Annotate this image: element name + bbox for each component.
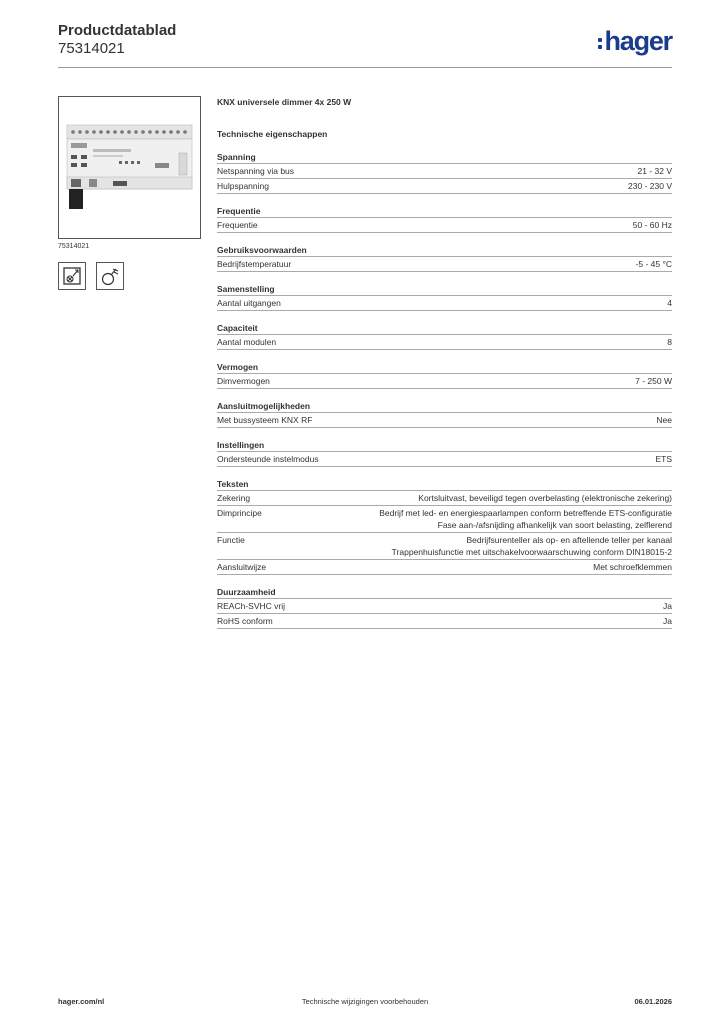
- spec-row: [217, 491, 672, 506]
- spec-group-title: Aansluitmogelijkheden: [217, 400, 672, 413]
- spec-group-title: Spanning: [217, 151, 672, 164]
- spec-group: [217, 244, 672, 272]
- spec-value-line: -5 - 45 °C: [635, 259, 672, 269]
- spec-row: [217, 335, 672, 350]
- spec-group-title: Samenstelling: [217, 283, 672, 296]
- logo-dots-icon: [598, 38, 602, 49]
- knx-dimmer-device-icon: [59, 97, 200, 238]
- footer-date: 06.01.2026: [634, 997, 672, 1006]
- spec-row: [217, 179, 672, 194]
- spec-group-title: Duurzaamheid: [217, 586, 672, 599]
- spec-group-title: Frequentie: [217, 205, 672, 218]
- spec-group-title: Gebruiksvoorwaarden: [217, 244, 672, 257]
- spec-value: [258, 219, 672, 231]
- device-mounting-icon: [58, 262, 86, 290]
- spec-label: Aantal modulen: [217, 337, 277, 347]
- spec-value: [312, 414, 672, 426]
- section-heading: Technische eigenschappen: [217, 129, 328, 139]
- spec-row: [217, 374, 672, 389]
- document-number: 75314021: [58, 40, 125, 57]
- spec-value: [245, 534, 672, 558]
- spec-label: Frequentie: [217, 220, 258, 230]
- spec-value: [285, 600, 672, 612]
- spec-group: [217, 283, 672, 311]
- spec-value: [266, 561, 672, 573]
- document-title: Productdatablad: [58, 22, 177, 39]
- spec-value: [281, 297, 672, 309]
- spec-group: [217, 151, 672, 194]
- spec-value: [262, 507, 672, 531]
- spec-group-title: Capaciteit: [217, 322, 672, 335]
- spec-label: Zekering: [217, 493, 251, 503]
- spec-label: REACh-SVHC vrij: [217, 601, 286, 611]
- spec-group: [217, 478, 672, 575]
- spec-row: [217, 560, 672, 575]
- spec-label: Met bussysteem KNX RF: [217, 415, 313, 425]
- spec-value: [276, 336, 672, 348]
- spec-group-title: Instellingen: [217, 439, 672, 452]
- spec-label: Dimprincipe: [217, 508, 262, 518]
- hager-logo: [598, 26, 672, 56]
- spec-value-line: Fase aan-/afsnijding afhankelijk van soort belasting, zelflerend: [437, 520, 672, 530]
- product-title: KNX universele dimmer 4x 250 W: [217, 97, 352, 107]
- spec-value: [319, 453, 672, 465]
- spec-value: [270, 375, 672, 387]
- spec-groups: [217, 151, 672, 629]
- spec-label: Aantal uitgangen: [217, 298, 281, 308]
- spec-value-line: Kortsluitvast, beveiligd tegen overbelasting (elektronische zekering): [418, 493, 672, 503]
- spec-value-line: Nee: [656, 415, 672, 425]
- spec-row: [217, 452, 672, 467]
- spec-value-line: 50 - 60 Hz: [632, 220, 672, 230]
- spec-group: [217, 439, 672, 467]
- footer-disclaimer: Technische wijzigingen voorbehouden: [301, 997, 429, 1006]
- spec-row: [217, 413, 672, 428]
- spec-label: Aansluitwijze: [217, 562, 267, 572]
- spec-label: Netspanning via bus: [217, 166, 295, 176]
- spec-row: [217, 296, 672, 311]
- spec-group: [217, 400, 672, 428]
- spec-group-title: Teksten: [217, 478, 672, 491]
- spec-value-line: 7 - 250 W: [635, 376, 672, 386]
- spec-row: [217, 257, 672, 272]
- spec-label: Bedrijfstemperatuur: [217, 259, 292, 269]
- product-specifications: [217, 96, 672, 629]
- spec-group: [217, 322, 672, 350]
- spec-label: Hulpspanning: [217, 181, 269, 191]
- spec-group: [217, 586, 672, 629]
- spec-value-line: ETS: [655, 454, 672, 464]
- product-image: [58, 96, 201, 239]
- spec-row: [217, 533, 672, 560]
- spec-row: [217, 164, 672, 179]
- spec-label: Ondersteunde instelmodus: [217, 454, 319, 464]
- spec-group-title: Vermogen: [217, 361, 672, 374]
- spec-value: [250, 492, 672, 504]
- spec-group: [217, 205, 672, 233]
- spec-label: Functie: [217, 535, 245, 545]
- spec-value-line: 21 - 32 V: [637, 166, 672, 176]
- page-header: [58, 22, 672, 68]
- spec-row: [217, 614, 672, 629]
- spec-value: [273, 615, 672, 627]
- spec-value-line: Trappenhuisfunctie met uitschakelvoorwaarschuwing conform DIN18015-2: [391, 547, 672, 557]
- footer-website: hager.com/nl: [58, 997, 105, 1006]
- spec-row: [217, 599, 672, 614]
- spec-value: [269, 180, 672, 192]
- spec-value-line: Bedrijf met led- en energiespaarlampen conform betreffende ETS-configuratie: [379, 508, 672, 518]
- image-caption: 75314021: [58, 243, 90, 250]
- page-footer: [58, 997, 672, 1011]
- spec-label: RoHS conform: [217, 616, 273, 626]
- header-divider: [58, 67, 672, 68]
- spec-value-line: Ja: [663, 616, 672, 626]
- spec-value-line: 8: [667, 337, 672, 347]
- spec-group: [217, 361, 672, 389]
- dimmer-bulb-icon: [96, 262, 124, 290]
- spec-value-line: 230 - 230 V: [628, 181, 672, 191]
- spec-label: Dimvermogen: [217, 376, 270, 386]
- spec-value-line: Met schroefklemmen: [593, 562, 672, 572]
- spec-row: [217, 218, 672, 233]
- spec-value-line: Bedrijfsurenteller als op- en aftellende teller per kanaal: [466, 535, 672, 545]
- spec-value: [294, 165, 672, 177]
- spec-value-line: 4: [667, 298, 672, 308]
- spec-row: [217, 506, 672, 533]
- spec-value: [291, 258, 672, 270]
- logo-text: hager: [604, 26, 672, 56]
- spec-value-line: Ja: [663, 601, 672, 611]
